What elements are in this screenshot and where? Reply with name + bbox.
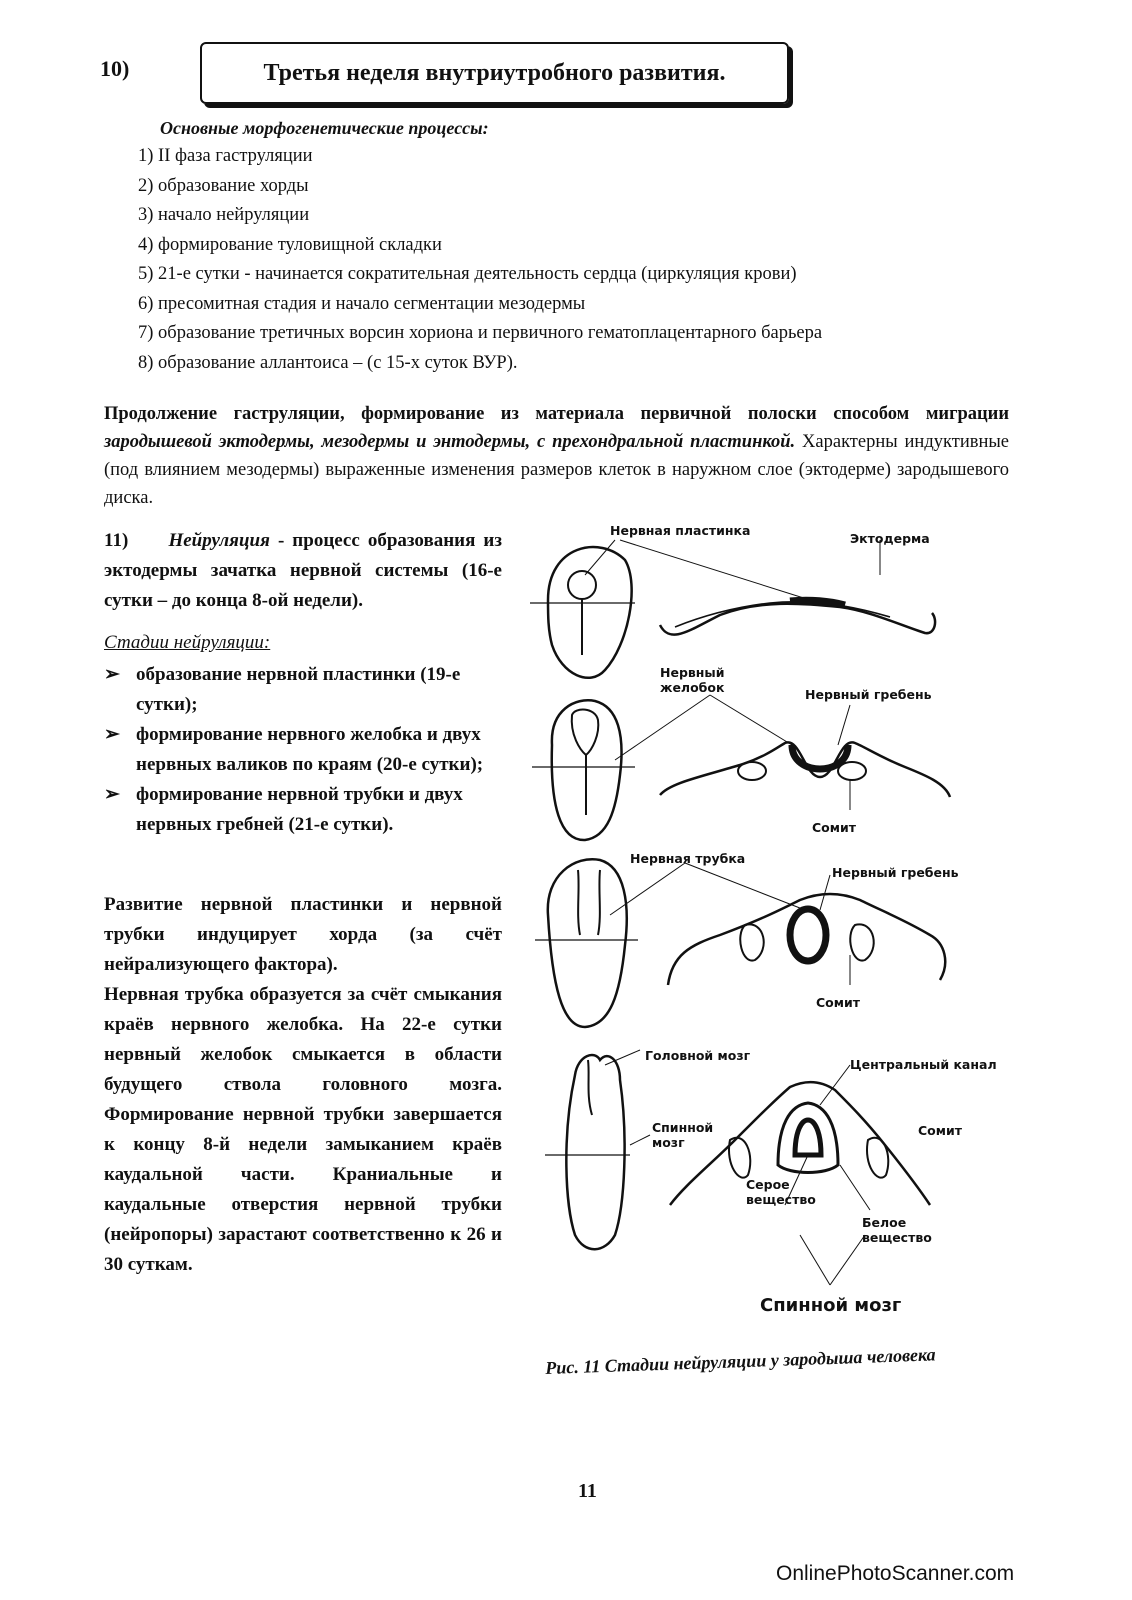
label-somite-3: Сомит [918,1123,962,1138]
neurulation-definition-text: - процесс образования из эктодермы зачатка нервной системы (16-е сутки – до конца 8-ой недели). [104,530,503,611]
chord-paragraph: Развитие нервной пластинки и нервной трубки индуцирует хорда (за счёт нейрализующего фактора). [104,894,502,975]
section-number: 10) [100,56,130,81]
stages-list [104,660,502,840]
process-item: 2) образование хорды [138,175,309,196]
stage-item: ➢ формирование нервного желобка и двух нервных валиков по краям (20-е сутки); [104,720,502,780]
page-title-box [200,42,789,104]
section-2-body [660,742,950,797]
neurulation-number: 11) [104,530,129,551]
label-white-matter: Белое вещество [862,1215,932,1245]
stage-item: ➢ формирование нервной трубки и двух нервных гребней (21-е сутки). [104,780,502,840]
embryo-disc-4 [566,1055,624,1249]
process-item: 5) 21-е сутки - начинается сократительная деятельность сердца (циркуляция крови) [138,264,797,284]
process-item: 3) начало нейруляции [138,205,310,225]
intro-paragraph [104,400,1009,512]
stage-item: ➢ образование нервной пластинки (19-е сутки); [104,660,502,720]
neurulation-figure [520,515,1132,1345]
brain-bulge-4 [588,1060,592,1115]
label-spinal-cord-small: Спинной мозг [652,1120,714,1150]
embryo-disc-3 [548,859,627,1027]
label-brain: Головной мозг [645,1048,751,1063]
label-ectoderm: Эктодерма [850,531,930,546]
label-somite-1: Сомит [812,820,856,835]
neural-folds-3 [578,870,600,935]
page-number: 11 [578,1480,597,1502]
somite-left-2 [738,762,766,780]
neurulation-definition [104,526,502,616]
intro-tail: Характерны индуктивные (под влиянием мезодермы) выраженные изменения размеров клеток в наружном слое (эктодерме) зародышевого диска. [104,432,1009,508]
watermark: OnlinePhotoScanner.com [776,1562,1015,1585]
section-1-inner [675,602,890,627]
neurulation-drawing [520,515,1132,1345]
intro-italic-part: зародышевой эктодермы, мезодермы и энтодермы, с прехондральной пластинкой. [104,432,796,452]
page-title: Третья неделя внутриутробного развития. [263,59,726,86]
stages-title: Стадии нейруляции: [104,632,271,653]
process-item: 6) пресомитная стадия и начало сегментации мезодермы [138,293,586,314]
arrow-bullet-icon: ➢ [104,664,120,685]
process-item: 1) II фаза гаструляции [138,146,313,166]
somite-right-3 [850,924,873,960]
label-somite-2: Сомит [816,995,860,1010]
neural-tube-ring [790,909,826,961]
somite-left-3 [740,924,763,960]
label-gray-matter: Серое вещество [746,1177,816,1207]
processes-heading: Основные морфогенетические процессы: [160,118,489,138]
spinal-cord-outline [778,1103,838,1173]
neurulation-term: Нейруляция [168,530,270,551]
label-neural-plate: Нервная пластинка [610,523,751,538]
label-neural-crest-1: Нервный гребень [805,687,932,702]
arrow-bullet-icon: ➢ [104,784,120,805]
primitive-node [568,571,596,599]
label-central-canal: Центральный канал [850,1057,997,1072]
neurulation-column [104,526,502,1280]
processes-list [138,142,1038,378]
somite-right-2 [838,762,866,780]
label-neural-crest-2: Нервный гребень [832,865,959,880]
label-spinal-cord-big: Спинной мозг [760,1295,902,1316]
process-item: 7) образование третичных ворсин хориона и первичного гематоплацентарного барьера [138,323,823,343]
process-item: 4) формирование туловищной складки [138,234,442,255]
embryo-disc-1 [548,547,632,678]
arrow-bullet-icon: ➢ [104,724,120,745]
label-neural-groove: Нервный желобок [660,665,725,695]
process-item: 8) образование аллантоиса – (с 15-х суток ВУР). [138,352,518,373]
neural-tube-paragraph: Нервная трубка образуется за счёт смыкания краёв нервного желобка. На 22-е сутки нервный желобок смыкается в области будущего ствола головного мозга. Формирование нервной трубки завершается к концу 8-й недели замыканием краёв каудальной части. Краниальные и каудальные отверстия нервной трубки (нейропоры) зарастают соответственно к 26 и 30 суткам. [104,984,502,1275]
gray-matter-core [795,1120,821,1155]
label-neural-tube: Нервная трубка [630,851,746,866]
figure-caption: Рис. 11 Стадии нейруляции у зародыша человека [545,1344,936,1378]
neural-groove-top [572,710,599,755]
section-1-outer [660,604,935,635]
intro-bold-lead: Продолжение гаструляции, формирование из материала первичной полоски способом миграции [104,404,1009,424]
